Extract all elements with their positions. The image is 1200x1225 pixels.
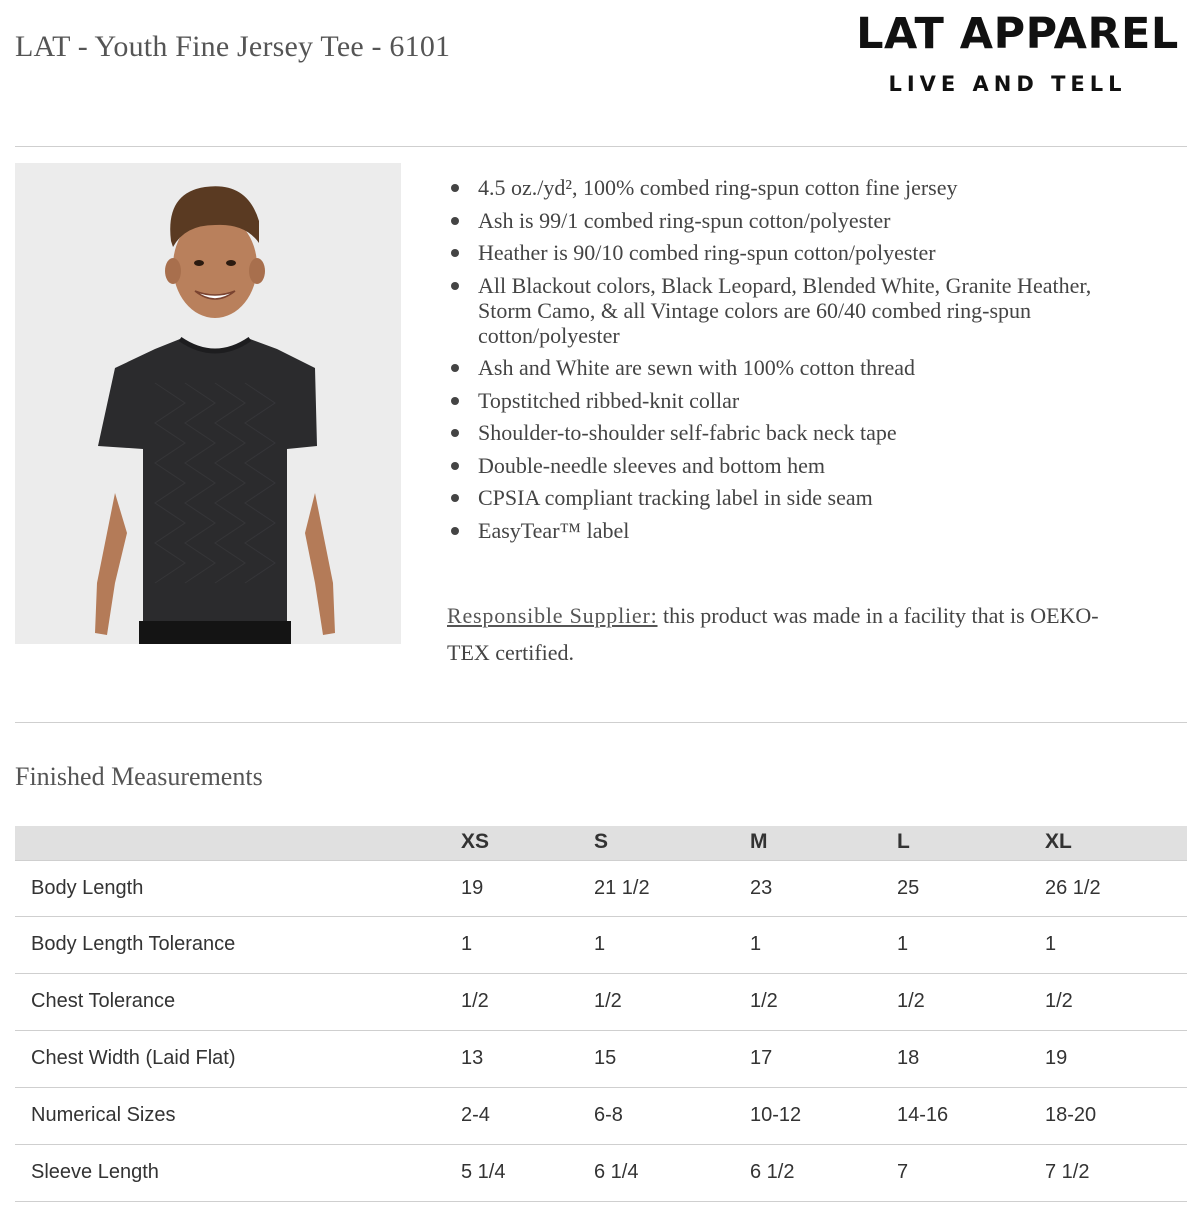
table-cell: 6 1/4 — [594, 1161, 639, 1183]
brand-logo — [845, 8, 1190, 96]
table-cell: 1 — [750, 933, 762, 955]
table-row — [15, 974, 1187, 1031]
row-label: Body Length — [31, 877, 144, 899]
supplier-note — [447, 597, 1127, 671]
table-cell: 19 — [1045, 1047, 1068, 1069]
table-cell: 18-20 — [1045, 1104, 1097, 1126]
table-cell: 17 — [750, 1047, 773, 1069]
table-cell: 1 — [1045, 933, 1057, 955]
bullet-icon — [451, 282, 459, 290]
table-row — [15, 1031, 1187, 1088]
bullet-icon — [451, 364, 459, 372]
table-header-row — [15, 826, 1187, 860]
bullet-icon — [451, 429, 459, 437]
column-header: XS — [461, 830, 490, 853]
feature-item: Ash is 99/1 combed ring-spun cotton/polyester — [447, 208, 1147, 233]
table-row — [15, 1088, 1187, 1145]
table-cell: 25 — [897, 877, 920, 899]
feature-item: Topstitched ribbed-knit collar — [447, 388, 1147, 413]
feature-list — [447, 175, 1147, 550]
bullet-icon — [451, 494, 459, 502]
table-cell: 1/2 — [897, 990, 925, 1012]
row-label: Chest Width (Laid Flat) — [31, 1047, 236, 1069]
column-header: M — [750, 830, 768, 853]
table-cell: 19 — [461, 877, 484, 899]
logo-tagline: LIVE AND TELL — [888, 72, 1127, 96]
table-cell: 1/2 — [1045, 990, 1073, 1012]
table-cell: 18 — [897, 1047, 920, 1069]
table-cell: 26 1/2 — [1045, 877, 1101, 899]
table-cell: 21 1/2 — [594, 877, 650, 899]
table-cell: 1/2 — [594, 990, 622, 1012]
feature-item: Ash and White are sewn with 100% cotton thread — [447, 355, 1147, 380]
row-label: Numerical Sizes — [31, 1104, 176, 1126]
table-cell: 15 — [594, 1047, 617, 1069]
table-cell: 7 1/2 — [1045, 1161, 1090, 1183]
table-cell: 2-4 — [461, 1104, 490, 1126]
supplier-label: Responsible Supplier: — [447, 603, 658, 628]
table-body — [15, 860, 1187, 1202]
table-cell: 14-16 — [897, 1104, 949, 1126]
table-cell: 1 — [461, 933, 473, 955]
table-cell: 1/2 — [461, 990, 489, 1012]
table-cell: 6-8 — [594, 1104, 623, 1126]
table-cell: 7 — [897, 1161, 909, 1183]
table-row — [15, 860, 1187, 917]
bullet-icon — [451, 249, 459, 257]
table-cell: 5 1/4 — [461, 1161, 506, 1183]
row-label: Body Length Tolerance — [31, 933, 236, 955]
table-cell: 1 — [594, 933, 606, 955]
feature-item: EasyTear™ label — [447, 518, 1147, 543]
page-title: LAT - Youth Fine Jersey Tee - 6101 — [15, 30, 451, 63]
table-cell: 6 1/2 — [750, 1161, 795, 1183]
product-photo — [15, 163, 401, 644]
feature-item: 4.5 oz./yd², 100% combed ring-spun cotton fine jersey — [447, 175, 1147, 200]
column-header: XL — [1045, 830, 1072, 853]
table-cell: 1 — [897, 933, 909, 955]
feature-item: All Blackout colors, Black Leopard, Blended White, Granite Heather, Storm Camo, & all Vintage colors are 60/40 combed ring-spun cotton/polyester — [447, 273, 1147, 348]
row-label: Sleeve Length — [31, 1161, 159, 1183]
feature-item: Double-needle sleeves and bottom hem — [447, 453, 1147, 478]
table-cell: 1/2 — [750, 990, 778, 1012]
row-label: Chest Tolerance — [31, 990, 176, 1012]
model-photo-icon — [15, 163, 401, 644]
divider-top — [15, 146, 1187, 147]
feature-item: Shoulder-to-shoulder self-fabric back neck tape — [447, 420, 1147, 445]
logo-wordmark: LAT APPAREL — [856, 9, 1179, 59]
measurements-title: Finished Measurements — [15, 762, 263, 791]
table-cell: 10-12 — [750, 1104, 802, 1126]
column-header: S — [594, 830, 609, 853]
feature-item: Heather is 90/10 combed ring-spun cotton/polyester — [447, 240, 1147, 265]
table-cell: 13 — [461, 1047, 484, 1069]
divider-middle — [15, 722, 1187, 723]
table-row — [15, 1145, 1187, 1202]
feature-item: CPSIA compliant tracking label in side seam — [447, 485, 1147, 510]
bullet-icon — [451, 462, 459, 470]
bullet-icon — [451, 184, 459, 192]
measurements-table — [15, 826, 1187, 1202]
table-cell: 23 — [750, 877, 773, 899]
bullet-icon — [451, 527, 459, 535]
supplier-text: this product was made in a facility that is OEKO-TEX certified. — [447, 603, 1099, 665]
column-header: L — [897, 830, 910, 853]
bullet-icon — [451, 217, 459, 225]
table-row — [15, 917, 1187, 974]
bullet-icon — [451, 397, 459, 405]
